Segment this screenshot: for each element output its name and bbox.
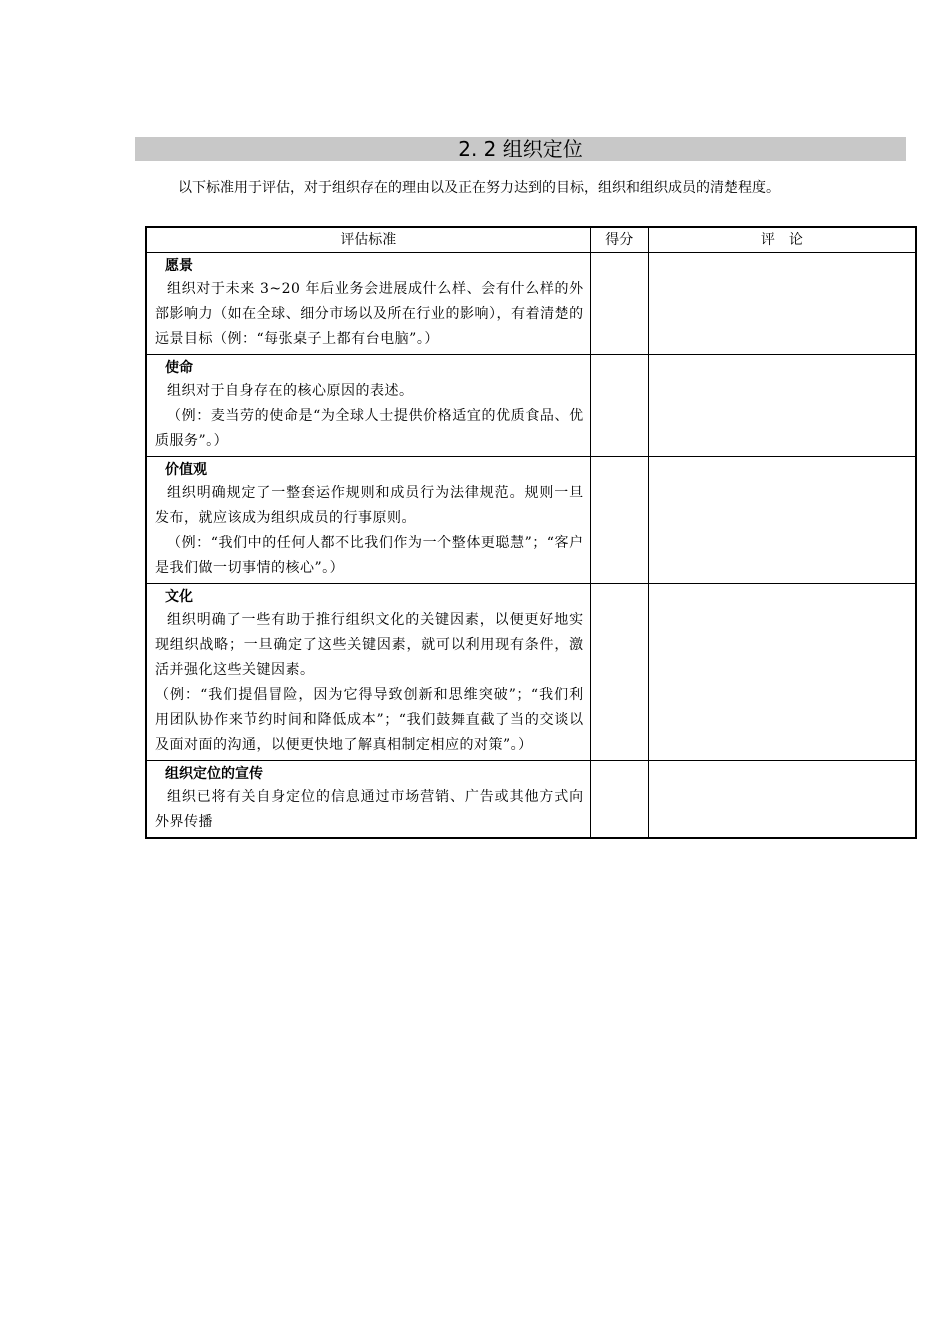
- comment-cell[interactable]: [648, 355, 916, 457]
- table-row: [146, 355, 916, 457]
- criteria-text: 组织明确了一些有助于推行组织文化的关键因素，以便更好地实现组织战略；一旦确定了这些关键因素，就可以利用现有条件，激活并强化这些关键因素。: [155, 612, 584, 678]
- table-row: [146, 457, 916, 584]
- criteria-example: （例：麦当劳的使命是“为全球人士提供价格适宜的优质食品、优质服务”。）: [155, 408, 584, 449]
- comment-cell[interactable]: [648, 253, 916, 355]
- criteria-cell: [146, 355, 590, 457]
- header-score: 得分: [590, 227, 648, 253]
- criteria-cell: [146, 761, 590, 839]
- score-cell[interactable]: [590, 761, 648, 839]
- criteria-heading: 使命: [165, 360, 193, 376]
- criteria-heading: 愿景: [165, 258, 193, 274]
- comment-cell[interactable]: [648, 584, 916, 761]
- table-header-row: [146, 227, 916, 253]
- criteria-heading: 价值观: [165, 462, 207, 478]
- criteria-cell: [146, 457, 590, 584]
- criteria-example: （例：“我们提倡冒险，因为它得导致创新和思维突破”；“我们利用团队协作来节约时间和降低成本”；“我们鼓舞直截了当的交谈以及面对面的沟通，以便更快地了解真相制定相应的对策”。）: [155, 687, 584, 753]
- criteria-text: 组织明确规定了一整套运作规则和成员行为法律规范。规则一旦发布，就应该成为组织成员的行事原则。: [155, 485, 584, 526]
- criteria-text: 组织对于未来 3~20 年后业务会进展成什么样、会有什么样的外部影响力（如在全球、细分市场以及所在行业的影响），有着清楚的远景目标（例：“每张桌子上都有台电脑”。）: [155, 281, 584, 347]
- criteria-cell: [146, 584, 590, 761]
- comment-cell[interactable]: [648, 457, 916, 584]
- comment-cell[interactable]: [648, 761, 916, 839]
- header-comment: 评 论: [648, 227, 916, 253]
- header-criteria: 评估标准: [146, 227, 590, 253]
- table-row: [146, 253, 916, 355]
- table-row: [146, 761, 916, 839]
- criteria-text: 组织对于自身存在的核心原因的表述。: [167, 383, 414, 399]
- table-row: [146, 584, 916, 761]
- criteria-text: 组织已将有关自身定位的信息通过市场营销、广告或其他方式向外界传播: [155, 789, 584, 830]
- intro-paragraph: 以下标准用于评估，对于组织存在的理由以及正在努力达到的目标，组织和组织成员的清楚程度。: [178, 180, 780, 196]
- criteria-heading: 文化: [165, 589, 193, 605]
- criteria-cell: [146, 253, 590, 355]
- evaluation-table: [145, 226, 917, 839]
- score-cell[interactable]: [590, 584, 648, 761]
- criteria-heading: 组织定位的宣传: [165, 766, 263, 782]
- score-cell[interactable]: [590, 457, 648, 584]
- score-cell[interactable]: [590, 253, 648, 355]
- criteria-example: （例：“我们中的任何人都不比我们作为一个整体更聪慧”；“客户是我们做一切事情的核心”。）: [155, 535, 584, 576]
- score-cell[interactable]: [590, 355, 648, 457]
- section-title: 2. 2 组织定位: [135, 137, 906, 161]
